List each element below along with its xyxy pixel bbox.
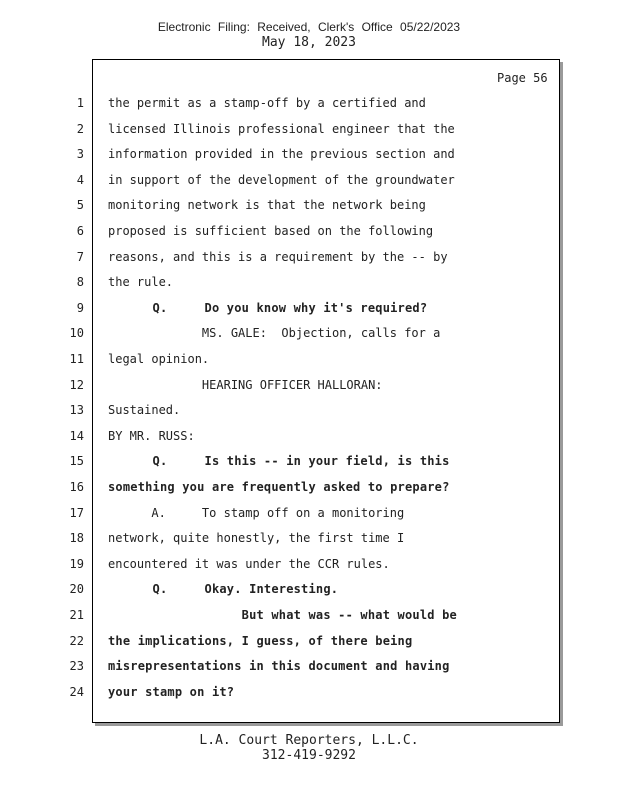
line-number: 24 bbox=[69, 685, 84, 699]
transcript-line: Q. Okay. Interesting. bbox=[108, 582, 339, 596]
transcript-line: something you are frequently asked to prepare? bbox=[108, 480, 450, 494]
line-number: 12 bbox=[69, 378, 84, 392]
line-number: 21 bbox=[69, 608, 84, 622]
transcript-line: Q. Do you know why it's required? bbox=[108, 301, 428, 315]
transcript-line: legal opinion. bbox=[108, 352, 210, 366]
hearing-date: May 18, 2023 bbox=[262, 35, 356, 50]
line-number: 16 bbox=[69, 480, 84, 494]
line-number: 9 bbox=[76, 301, 84, 315]
transcript-line: encountered it was under the CCR rules. bbox=[108, 557, 390, 571]
court-reporter-name: L.A. Court Reporters, L.L.C. bbox=[199, 733, 419, 748]
line-number: 2 bbox=[76, 122, 84, 136]
court-reporter-phone: 312-419-9292 bbox=[262, 748, 356, 763]
transcript-line: Q. Is this -- in your field, is this bbox=[108, 454, 450, 468]
line-number: 8 bbox=[76, 275, 84, 289]
line-number: 20 bbox=[69, 582, 84, 596]
line-number: 4 bbox=[76, 173, 84, 187]
filing-stamp: Electronic Filing: Received, Clerk's Office 05/22/2023 bbox=[157, 20, 461, 34]
line-number: 22 bbox=[69, 634, 84, 648]
transcript-line: HEARING OFFICER HALLORAN: bbox=[108, 378, 383, 392]
page-number: Page 56 bbox=[497, 71, 548, 85]
transcript-line: MS. GALE: Objection, calls for a bbox=[108, 326, 441, 340]
line-number: 7 bbox=[76, 250, 84, 264]
line-number: 23 bbox=[69, 659, 84, 673]
line-number: 3 bbox=[76, 147, 84, 161]
transcript-line: the rule. bbox=[108, 275, 174, 289]
transcript-line: your stamp on it? bbox=[108, 685, 235, 699]
line-number: 1 bbox=[76, 96, 84, 110]
transcript-line: information provided in the previous section and bbox=[108, 147, 455, 161]
transcript-line: misrepresentations in this document and having bbox=[108, 659, 450, 673]
transcript-line: the implications, I guess, of there being bbox=[108, 634, 413, 648]
line-number: 11 bbox=[69, 352, 84, 366]
line-number: 18 bbox=[69, 531, 84, 545]
transcript-line: BY MR. RUSS: bbox=[108, 429, 195, 443]
transcript-line: licensed Illinois professional engineer that the bbox=[108, 122, 455, 136]
line-number: 10 bbox=[69, 326, 84, 340]
transcript-line: network, quite honestly, the first time I bbox=[108, 531, 405, 545]
line-number: 14 bbox=[69, 429, 84, 443]
line-number: 17 bbox=[69, 506, 84, 520]
transcript-line: A. To stamp off on a monitoring bbox=[108, 506, 405, 520]
transcript-line: proposed is sufficient based on the following bbox=[108, 224, 434, 238]
transcript-line: monitoring network is that the network being bbox=[108, 198, 426, 212]
line-number: 15 bbox=[69, 454, 84, 468]
line-number: 13 bbox=[69, 403, 84, 417]
line-number: 19 bbox=[69, 557, 84, 571]
transcript-line: But what was -- what would be bbox=[108, 608, 457, 622]
transcript-line: the permit as a stamp-off by a certified and bbox=[108, 96, 426, 110]
line-number: 5 bbox=[76, 198, 84, 212]
transcript-line: Sustained. bbox=[108, 403, 181, 417]
transcript-line: reasons, and this is a requirement by the -- by bbox=[108, 250, 448, 264]
line-number: 6 bbox=[76, 224, 84, 238]
transcript-line: in support of the development of the groundwater bbox=[108, 173, 455, 187]
